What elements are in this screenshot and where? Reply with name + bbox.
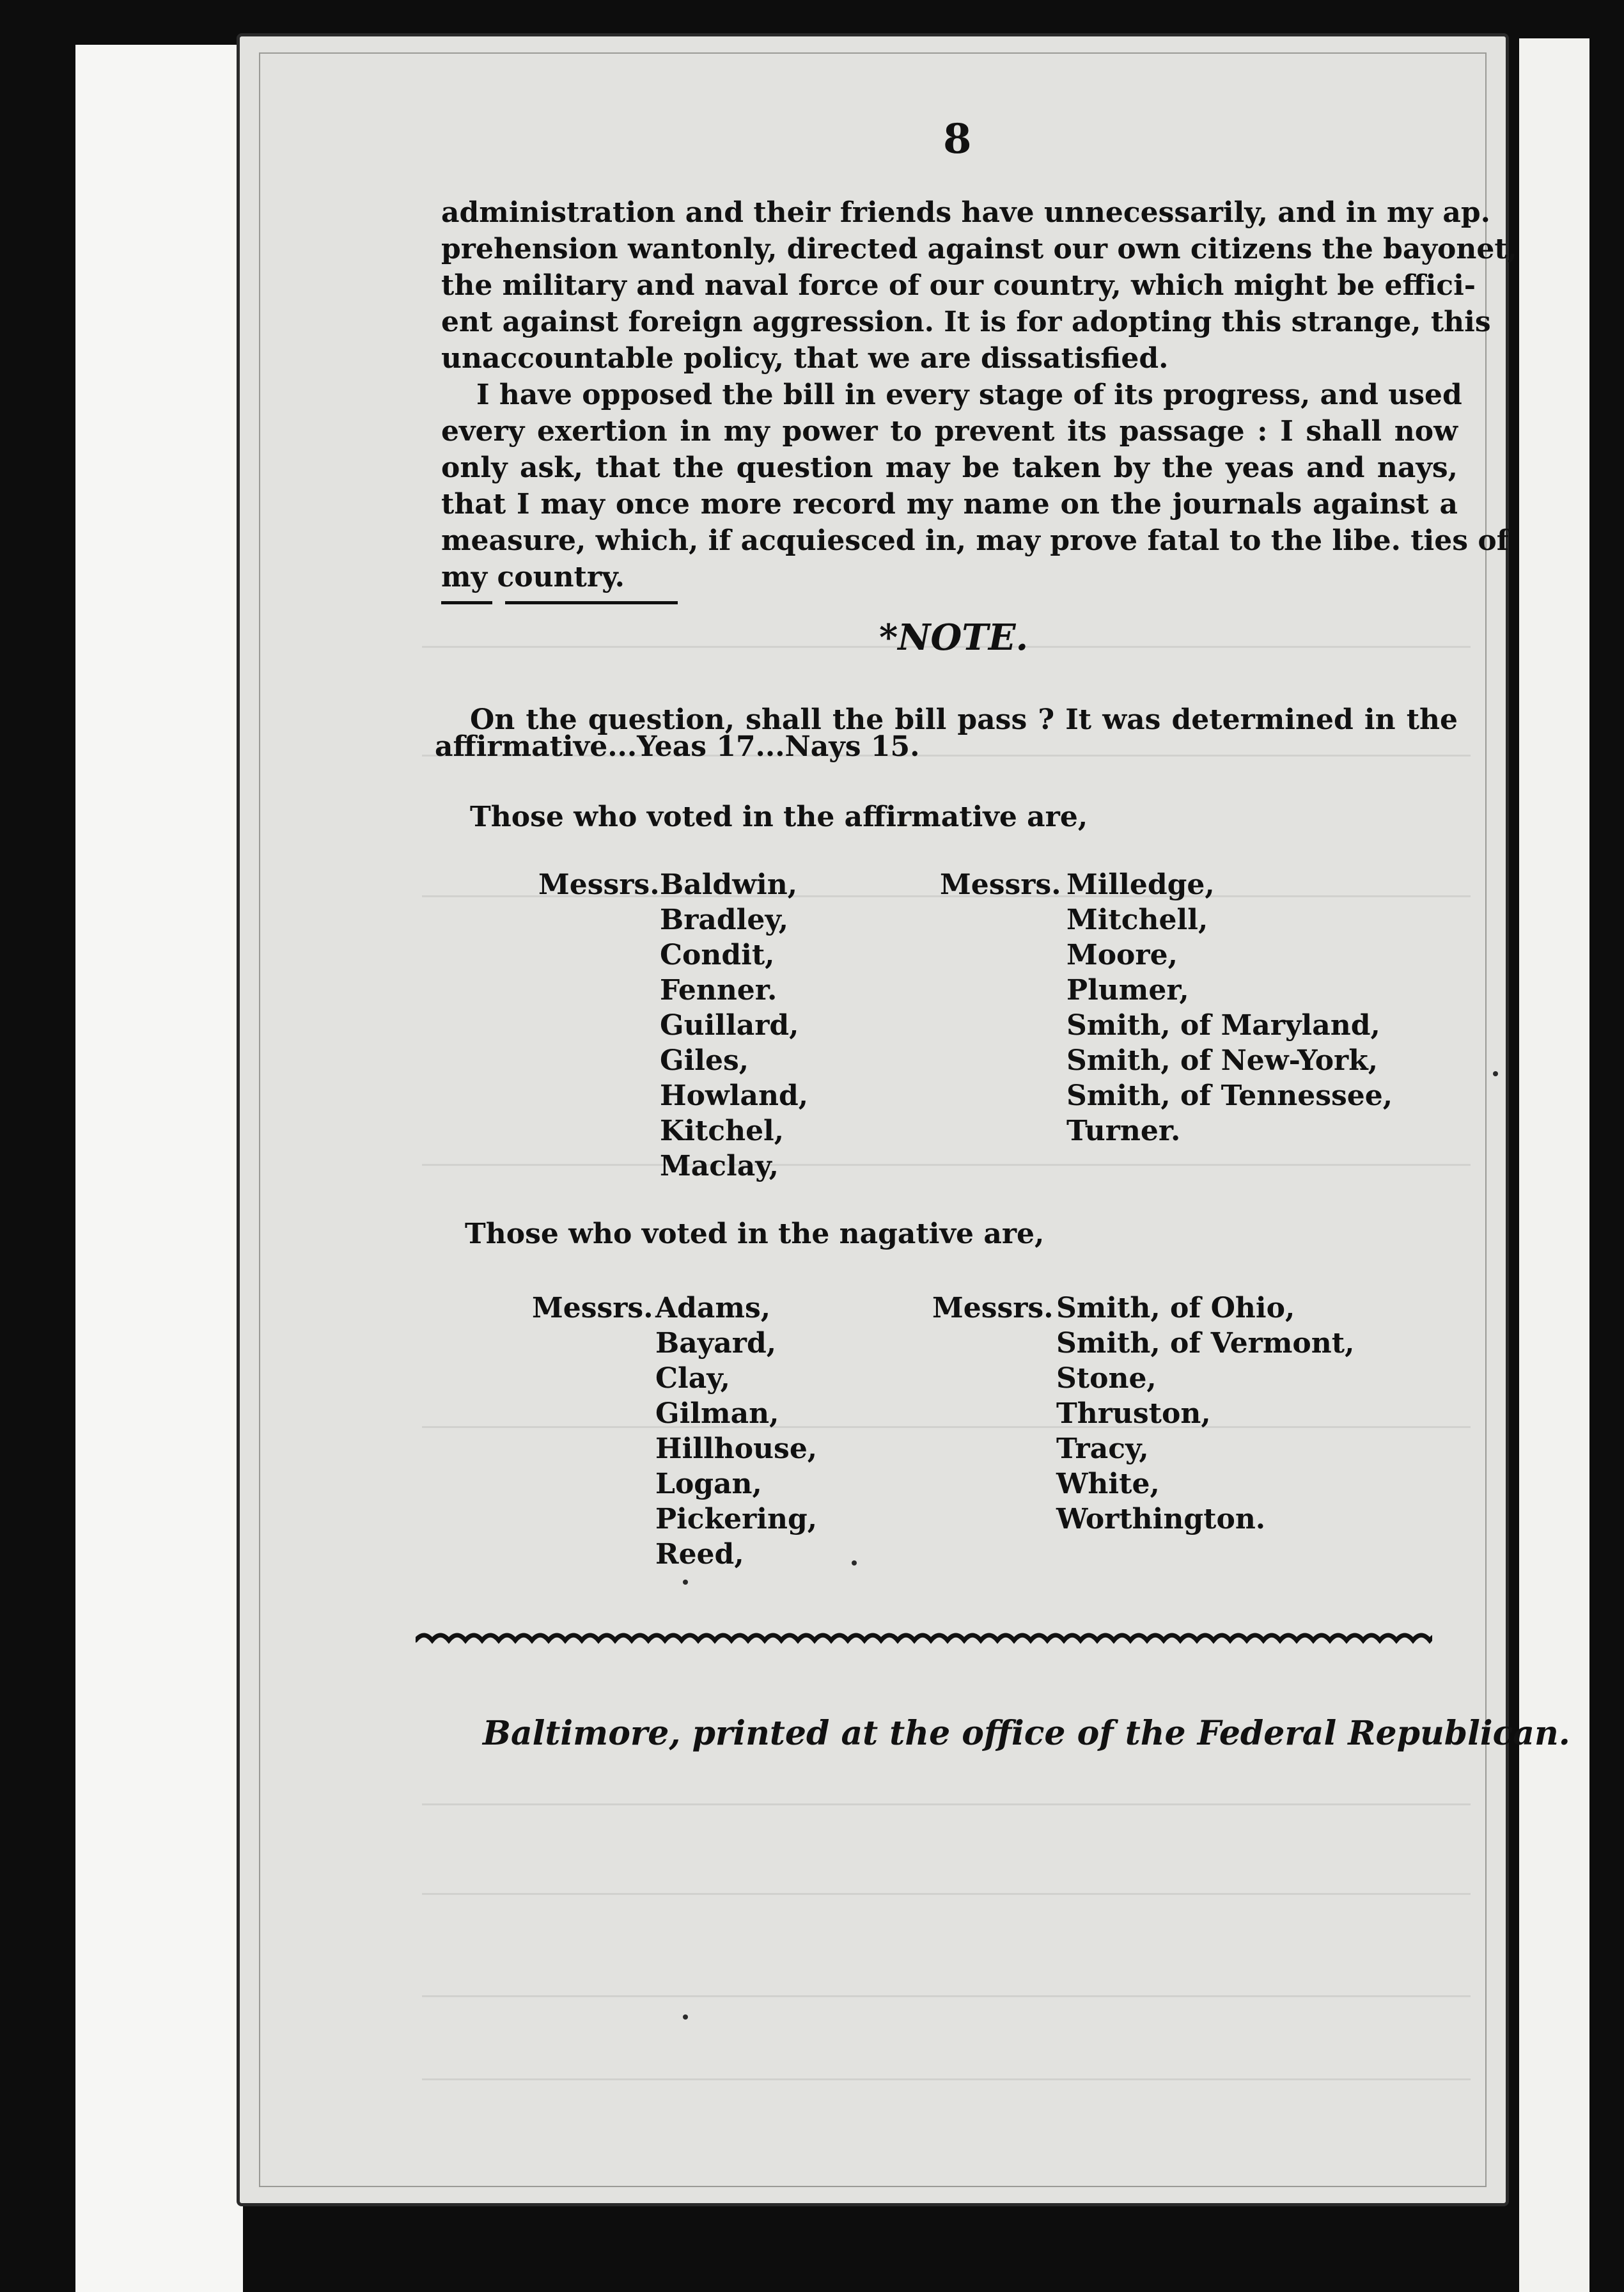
decorative-wavy-rule xyxy=(416,1628,1432,1653)
affirmative-name: Smith, of Maryland, xyxy=(1066,1009,1380,1042)
note-heading: *NOTE. xyxy=(879,616,1029,659)
left-margin xyxy=(75,45,243,2292)
bleed-through xyxy=(422,1995,1471,1997)
negative-name: Reed, xyxy=(655,1538,744,1571)
bleed-through xyxy=(422,2078,1471,2080)
affirmative-name: Condit, xyxy=(660,939,775,971)
messrs-label: Messrs. xyxy=(538,868,660,901)
negative-name: Worthington. xyxy=(1056,1503,1266,1535)
affirmative-name: Mitchell, xyxy=(1066,904,1208,936)
paragraph-line: every exertion in my power to prevent its passage : I shall now xyxy=(441,415,1458,448)
question-line: affirmative...Yeas 17...Nays 15. xyxy=(435,730,920,763)
affirmative-name: Smith, of Tennessee, xyxy=(1066,1079,1393,1112)
paragraph-line: administration and their friends have unnecessarily, and in my ap. xyxy=(441,196,1490,229)
affirmative-name: Plumer, xyxy=(1066,974,1189,1007)
negative-heading: Those who voted in the nagative are, xyxy=(465,1218,1045,1250)
negative-name: Stone, xyxy=(1056,1362,1157,1395)
imprint: Baltimore, printed at the office of the Federal Republican. xyxy=(483,1714,1570,1753)
affirmative-name: Turner. xyxy=(1066,1115,1181,1147)
paragraph-line: only ask, that the question may be taken by the yeas and nays, xyxy=(441,451,1458,484)
negative-name: Tracy, xyxy=(1056,1432,1149,1465)
paragraph-line: measure, which, if acquiesced in, may prove fatal to the libe. ties of xyxy=(441,524,1509,557)
section-rule xyxy=(441,601,492,604)
section-rule xyxy=(505,601,678,604)
affirmative-name: Maclay, xyxy=(660,1150,779,1182)
affirmative-name: Giles, xyxy=(660,1044,749,1077)
scan-speck xyxy=(1493,1071,1498,1076)
negative-name: Gilman, xyxy=(655,1397,779,1430)
scan-speck xyxy=(683,2014,688,2020)
messrs-label: Messrs. xyxy=(532,1292,653,1324)
page-number: 8 xyxy=(943,115,972,163)
affirmative-heading: Those who voted in the affirmative are, xyxy=(470,801,1088,833)
bleed-through xyxy=(422,1893,1471,1895)
paragraph-line: that I may once more record my name on the journals against a xyxy=(441,488,1458,521)
negative-name: Hillhouse, xyxy=(655,1432,818,1465)
negative-name: Thruston, xyxy=(1056,1397,1211,1430)
affirmative-name: Guillard, xyxy=(660,1009,799,1042)
affirmative-name: Milledge, xyxy=(1066,868,1215,901)
negative-name: Clay, xyxy=(655,1362,730,1395)
question-line: On the question, shall the bill pass ? It was determined in the xyxy=(470,703,1458,736)
messrs-label: Messrs. xyxy=(940,868,1061,901)
affirmative-name: Moore, xyxy=(1066,939,1178,971)
paragraph-line: I have opposed the bill in every stage of its progress, and used xyxy=(476,379,1462,411)
affirmative-name: Howland, xyxy=(660,1079,809,1112)
affirmative-name: Smith, of New-York, xyxy=(1066,1044,1378,1077)
affirmative-name: Baldwin, xyxy=(660,868,798,901)
paragraph-line: prehension wantonly, directed against our own citizens the bayonet, xyxy=(441,233,1517,265)
negative-name: Smith, of Vermont, xyxy=(1056,1327,1355,1360)
negative-name: Logan, xyxy=(655,1468,762,1500)
negative-name: Pickering, xyxy=(655,1503,818,1535)
scan-speck xyxy=(852,1560,857,1566)
negative-name: Smith, of Ohio, xyxy=(1056,1292,1295,1324)
affirmative-name: Fenner. xyxy=(660,974,777,1007)
negative-name: Adams, xyxy=(655,1292,771,1324)
paragraph-line: ent against foreign aggression. It is for adopting this strange, this xyxy=(441,306,1491,338)
paragraph-line: the military and naval force of our country, which might be effici- xyxy=(441,269,1476,302)
scan-speck xyxy=(683,1580,688,1585)
paragraph-line: my country. xyxy=(441,561,625,593)
bleed-through xyxy=(422,1164,1471,1166)
negative-name: Bayard, xyxy=(655,1327,777,1360)
paragraph-line: unaccountable policy, that we are dissatisfied. xyxy=(441,342,1169,375)
affirmative-name: Bradley, xyxy=(660,904,789,936)
negative-name: White, xyxy=(1056,1468,1160,1500)
messrs-label: Messrs. xyxy=(932,1292,1054,1324)
bleed-through xyxy=(422,1803,1471,1805)
affirmative-name: Kitchel, xyxy=(660,1115,785,1147)
bleed-through xyxy=(422,1426,1471,1428)
right-strip xyxy=(1519,38,1589,2292)
